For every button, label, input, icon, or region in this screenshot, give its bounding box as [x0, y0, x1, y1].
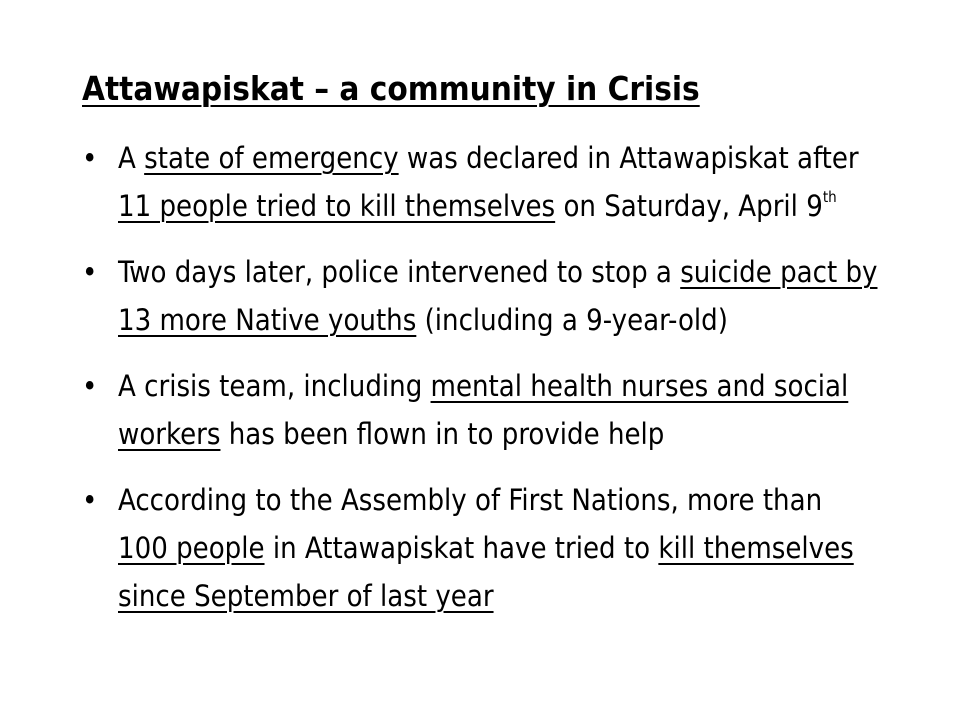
- text-segment: Two days later, police intervened to stop a: [118, 255, 681, 289]
- text-segment: has been flown in to provide help: [220, 417, 665, 451]
- bullet-line: [118, 134, 880, 182]
- bullet-dot-icon: •: [82, 483, 98, 517]
- bullet-item: [80, 476, 880, 620]
- bullet-dot-icon: •: [82, 255, 98, 289]
- bullet-line: [118, 572, 880, 620]
- bullet-line: [118, 476, 880, 524]
- underlined-text: suicide pact by: [680, 255, 878, 289]
- text-segment: was declared in Attawapiskat after: [398, 141, 859, 175]
- text-segment: A: [118, 141, 145, 175]
- underlined-text: kill themselves: [658, 531, 854, 565]
- slide-title: Attawapiskat – a community in Crisis: [82, 69, 700, 108]
- text-segment: in Attawapiskat have tried to: [264, 531, 659, 565]
- bullet-line: [118, 248, 880, 296]
- bullet-item: [80, 362, 880, 458]
- bullet-dot-icon: •: [82, 141, 98, 175]
- superscript-text: th: [822, 188, 837, 206]
- underlined-text: mental health nurses and social: [430, 369, 849, 403]
- bullet-line: [118, 410, 880, 458]
- text-segment: According to the Assembly of First Nations, more than: [118, 483, 823, 517]
- bullet-item: [80, 248, 880, 344]
- bullet-item: [80, 134, 880, 230]
- underlined-text: 100 people: [118, 531, 265, 565]
- bullet-line: [118, 362, 880, 410]
- bullet-dot-icon: •: [82, 369, 98, 403]
- underlined-text: state of emergency: [144, 141, 399, 175]
- bullet-line: [118, 296, 880, 344]
- text-segment: (including a 9-year-old): [416, 303, 728, 337]
- text-segment: A crisis team, including: [118, 369, 431, 403]
- underlined-text: since September of last year: [118, 579, 494, 613]
- underlined-text: 11 people tried to kill themselves: [118, 189, 556, 223]
- bullet-line: [118, 182, 880, 230]
- bullet-list: [80, 134, 880, 638]
- text-segment: on Saturday, April 9: [555, 189, 823, 223]
- bullet-line: [118, 524, 880, 572]
- underlined-text: 13 more Native youths: [118, 303, 417, 337]
- underlined-text: workers: [118, 417, 221, 451]
